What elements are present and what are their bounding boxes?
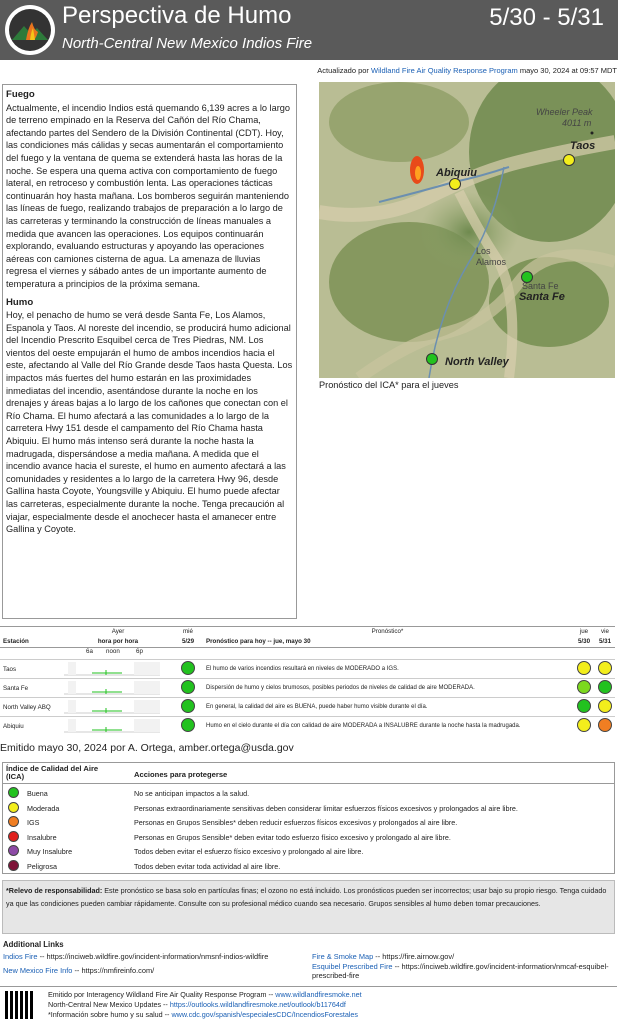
- program-logo-icon: [4, 4, 56, 56]
- tick-6p: 6p: [136, 648, 143, 655]
- link-nm-url: -- https://nmfireinfo.com/: [72, 966, 155, 975]
- link-esquibel-url: -- https://inciweb.wildfire.gov/incident-information/nmcaf-esquibel-prescribed-fire: [312, 962, 609, 980]
- link-indios-url: -- https://inciweb.wildfire.gov/incident-information/nmsnf-indios-wildfire: [37, 952, 269, 961]
- updated-prefix: Actualizado por: [317, 66, 369, 75]
- forecast-text: En general, la calidad del aire es BUENA, puede haber humo visible durante el día.: [202, 698, 573, 717]
- col-vie: vie: [595, 627, 615, 637]
- hourly-sparkline: [62, 679, 174, 698]
- legend-actions-header: Acciones para protegerse: [134, 770, 228, 779]
- aqi-dot-530: [577, 680, 591, 694]
- fire-heading: Fuego: [6, 89, 35, 100]
- tick-noon: noon: [106, 648, 120, 655]
- page-title: Perspectiva de Humo: [62, 2, 292, 29]
- legend-row: [3, 802, 614, 816]
- legend-ica-header: Índice de Calidad del Aire (ICA): [6, 764, 99, 781]
- legend-color-dot: [8, 831, 19, 842]
- forecast-row: [0, 717, 615, 736]
- station-name: North Valley ABQ: [0, 698, 62, 717]
- svg-text:Abiquiu: Abiquiu: [436, 167, 477, 179]
- col-pronostico: Pronóstico*: [202, 627, 573, 637]
- col-jue: jue: [573, 627, 595, 637]
- aqi-dot-529: [181, 680, 195, 694]
- aqi-dot-529: [181, 718, 195, 732]
- aqi-dot-531: [598, 718, 612, 732]
- station-name: Taos: [0, 660, 62, 679]
- link-indios-fire[interactable]: Indios Fire: [3, 952, 38, 961]
- col-529: 5/29: [181, 638, 195, 646]
- aqi-dot-530: [577, 699, 591, 713]
- legend-row: [3, 860, 614, 874]
- svg-text:North Valley: North Valley: [445, 356, 509, 368]
- forecast-tick-row: [0, 648, 615, 660]
- aqi-map: [319, 82, 615, 378]
- issued-line: Emitido mayo 30, 2024 por A. Ortega, amber.ortega@usda.gov: [0, 742, 294, 754]
- legend-level: Insalubre: [27, 832, 57, 842]
- footer-issued-by: Emitido por Interagency Wildland Fire Air Quality Response Program --: [48, 990, 276, 999]
- hourly-sparkline: [62, 698, 174, 717]
- legend-action: No se anticipan impactos a la salud.: [134, 789, 250, 798]
- station-name: Santa Fe: [0, 679, 62, 698]
- aqi-dot-531: [598, 680, 612, 694]
- aqi-dot-531: [598, 699, 612, 713]
- svg-text:Santa Fe: Santa Fe: [522, 281, 559, 291]
- svg-text:4011 m: 4011 m: [562, 118, 592, 128]
- legend-row: [3, 845, 614, 859]
- legend-level: IGS: [27, 818, 40, 827]
- updated-line: [317, 66, 617, 75]
- legend-action: Personas en Grupos Sensible* deben evitar todo esfuerzo físico excesivo y prolongado al aire libre.: [134, 832, 451, 842]
- tick-6a: 6a: [86, 648, 93, 655]
- footer-health-link[interactable]: www.cdc.gov/spanish/especialesCDC/IncendiosForestales: [171, 1010, 359, 1019]
- forecast-row: [0, 660, 615, 679]
- page-subtitle: North-Central New Mexico Indios Fire: [62, 35, 313, 52]
- forecast-header-row-1: [0, 627, 615, 637]
- program-link[interactable]: Wildland Fire Air Quality Response Program: [371, 66, 518, 75]
- hourly-sparkline: [62, 717, 174, 736]
- smoke-text: Hoy, el penacho de humo se verá desde Santa Fe, Los Alamos, Espanola y Taos. Al noreste del incendio, se producirá humo adicional del Incendio Prescrito Esquibel cerca de Tres Piedras, NM. Los vientos del oeste empujarán el humo de ambos incendios hacia el este, afectando al Valle del Río Grande desde Taos hasta Questa. Los impactos más fuertes del humo estarán en las proximidades inmediatas del incendio, asentándose durante la noche en los drenajes y áreas bajas a lo largo de los cañones que conectan con el Río Chama. El humo afectará a las comunidades a lo largo de la carretera Hwy 151 desde el campamento del Río Chama hasta Abiquiu. El humo más intenso será durante la noche hasta la madrugada, dispersándose a media mañana. A medida que el incendio avance hacia el sureste, el humo en aumento afectará a las comunidades y residentes a lo largo de la carretera Hwy 96, desde Gallina hasta Coyote, Youngsville y Abiquiu. El humo puede afectar las carreteras, especialmente durante la noche. Tenga precaución al viajar, especialmente desde el anochecer hasta el amanecer entre Gallina y Coyote.: [6, 310, 293, 535]
- legend-level: Peligrosa: [27, 861, 57, 871]
- svg-text:Alamos: Alamos: [476, 257, 507, 267]
- additional-links: [3, 939, 615, 980]
- link-firesmoke: [312, 951, 612, 962]
- footer-line-3: [48, 1010, 358, 1020]
- col-hora: hora por hora: [97, 638, 139, 646]
- col-531: 5/31: [598, 638, 612, 646]
- station-name: Abiquiu: [0, 717, 62, 736]
- aqi-dot-531: [598, 661, 612, 675]
- disclaimer-box: [2, 880, 615, 934]
- link-firesmoke-url: -- https://fire.airnow.gov/: [373, 952, 455, 961]
- map-caption: Pronóstico del ICA* para el jueves: [319, 380, 459, 390]
- fire-text: Actualmente, el incendio Indios está quemando 6,139 acres a lo largo de terreno empinado en la Reserva del Cañón del Río Chama, afectando partes del Sendero de la División Continental (CDT). Hoy, las condiciones más cálidas y secas aumentarán el comportamiento del fuego y la ventana de quema se extenderá hasta las horas de la noche. Se espera una quema activa con comportamiento de fuego lateral, en retroceso y combustión lenta. Las operaciones tácticas continuarán hoy hasta mañana. Los bomberos seguirán manteniendo las líneas de fuego, realizando trabajos de preparación a lo largo de las carreteras y terminando la construcción de líneas manuales a medida que avancen las operaciones. Los equipos continuarán explorando, evaluando estructuras y apoyando las operaciones aéreas con camiones cisterna de agua. La amenaza de lluvias regresa el viernes y sábado antes de un importante aumento de temperatura a principios de la próxima semana.: [6, 102, 290, 289]
- legend-action: Todos deben evitar el esfuerzo físico excesivo y prolongado al aire libre.: [134, 847, 364, 856]
- legend-color-dot: [8, 845, 19, 856]
- link-esquibel-fire[interactable]: Esquibel Prescribed Fire: [312, 962, 393, 971]
- legend-color-dot: [8, 860, 19, 871]
- col-mie: mié: [174, 627, 202, 637]
- aqi-dot-530: [577, 661, 591, 675]
- hourly-sparkline: [62, 660, 174, 679]
- link-nmfire: [3, 965, 303, 976]
- forecast-text: Humo en el cielo durante el día con calidad de aire MODERADA a INSALUBRE durante la noche hasta la madrugada.: [202, 717, 573, 736]
- aqi-dot-529: [181, 699, 195, 713]
- footer-health-label: *Información sobre humo y su salud --: [48, 1010, 172, 1019]
- legend-row: [3, 787, 614, 801]
- legend-row: [3, 831, 614, 845]
- footer-updates-label: North-Central New Mexico Updates --: [48, 1000, 170, 1009]
- smoke-heading: Humo: [6, 296, 34, 308]
- legend-row: [3, 816, 614, 830]
- col-530: 5/30: [577, 638, 591, 646]
- aqi-dot-529: [181, 661, 195, 675]
- link-esquibel: [312, 962, 615, 980]
- date-range: 5/30 - 5/31: [489, 4, 604, 31]
- disclaimer-text: Este pronóstico se basa solo en partículas finas; el ozono no está incluido. Los pronósticos pueden ser incorrectos; usar bajo su propio riesgo. Tenga cuidado ya que las condiciones pueden cambiar rápidamente. Consulte con su profesional médico cuando sea necesario. Grupos sensibles al humo deben tomar precauciones.: [6, 886, 607, 908]
- disclaimer-label: *Relevo de responsabilidad:: [6, 886, 103, 895]
- qr-code-icon: [5, 991, 33, 1019]
- legend-level: Muy Insalubre: [27, 847, 73, 856]
- col-pron-hoy: Pronóstico para hoy -- jue, mayo 30: [206, 638, 311, 646]
- legend-action: Personas extraordinariamente sensitivas deben considerar limitar esfuerzos físicos excesivos y prolongados al aire libre.: [134, 803, 518, 813]
- links-title: Additional Links: [3, 940, 64, 949]
- legend-action: Todos deben evitar toda actividad al aire libre.: [134, 861, 281, 871]
- map-terrain: [319, 82, 615, 378]
- narrative-box: [2, 84, 297, 619]
- forecast-text: El humo de varios incendios resultará en niveles de MODERADO a IGS.: [202, 660, 573, 679]
- svg-text:Santa Fe: Santa Fe: [519, 291, 565, 303]
- forecast-row: [0, 698, 615, 717]
- link-indios: [3, 951, 303, 962]
- footer-line-1: [48, 990, 362, 1000]
- footer: [0, 986, 617, 1022]
- aqi-dot-530: [577, 718, 591, 732]
- aqi-legend: [2, 762, 615, 874]
- forecast-row: [0, 679, 615, 698]
- legend-color-dot: [8, 802, 19, 813]
- header-bar: [0, 0, 618, 60]
- forecast-text: Dispersión de humo y cielos brumosos, posibles periodos de niveles de calidad de aire MODERADA.: [202, 679, 573, 698]
- legend-color-dot: [8, 787, 19, 798]
- legend-action: Personas en Grupos Sensibles* deben reducir esfuerzos físicos excesivos y prolongados al aire libre.: [134, 818, 458, 827]
- col-ayer: Ayer: [62, 627, 174, 637]
- svg-text:Wheeler Peak: Wheeler Peak: [536, 107, 593, 117]
- footer-line-2: [48, 1000, 346, 1010]
- footer-updates-link[interactable]: https://outlooks.wildlandfiresmoke.net/outlook/b11764df: [169, 1000, 346, 1009]
- hour-ticks: [62, 648, 174, 660]
- footer-site-link[interactable]: www.wildlandfiresmoke.net: [275, 990, 362, 999]
- col-estacion: Estación: [3, 638, 29, 646]
- link-fire-smoke-map[interactable]: Fire & Smoke Map: [312, 952, 374, 961]
- link-nm-fire-info[interactable]: New Mexico Fire Info: [3, 966, 73, 975]
- updated-suffix: mayo 30, 2024 at 09:57 MDT: [519, 66, 617, 75]
- forecast-header-row-2: [0, 637, 615, 648]
- legend-level: Moderada: [27, 803, 60, 813]
- legend-level: Buena: [27, 789, 48, 798]
- forecast-table: [0, 626, 615, 735]
- svg-text:Taos: Taos: [570, 140, 596, 152]
- svg-text:Los: Los: [476, 246, 491, 256]
- legend-color-dot: [8, 816, 19, 827]
